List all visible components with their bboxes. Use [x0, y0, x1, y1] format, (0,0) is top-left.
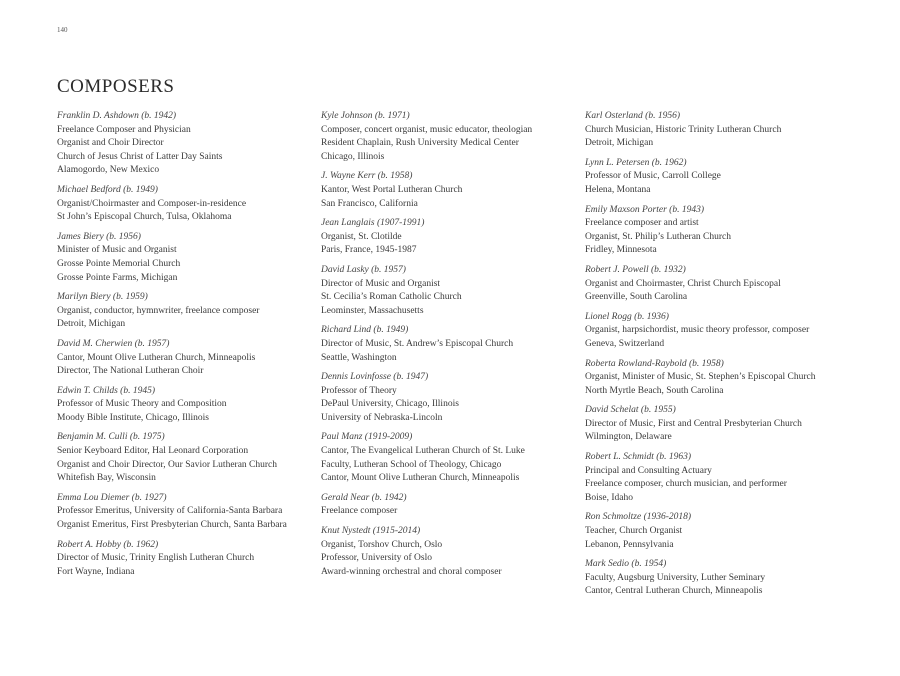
- composer-name: Ron Schmoltze (1936-2018): [585, 512, 692, 523]
- composer-name: Richard Lind (b. 1949): [321, 325, 409, 336]
- composer-detail-line: University of Nebraska-Lincoln: [321, 412, 443, 423]
- composer-detail-line: St. Cecilia’s Roman Catholic Church: [321, 292, 462, 303]
- composer-detail-line: Alamogordo, New Mexico: [57, 165, 160, 176]
- composer-entry: [321, 492, 583, 519]
- composer-detail-line: Kantor, West Portal Lutheran Church: [321, 184, 463, 195]
- composer-column-3: [585, 110, 845, 605]
- composer-detail-line: Cantor, Mount Olive Lutheran Church, Minneapolis: [321, 473, 520, 484]
- composer-entry: [57, 385, 319, 426]
- composer-entry: [585, 451, 845, 505]
- composer-detail-line: Moody Bible Institute, Chicago, Illinois: [57, 412, 209, 423]
- composer-entry: [321, 324, 583, 365]
- composer-detail-line: Lebanon, Pennsylvania: [585, 539, 674, 550]
- page-title: COMPOSERS: [57, 76, 175, 97]
- composer-entry: [321, 217, 583, 258]
- composer-detail-line: Professor of Theory: [321, 385, 397, 396]
- composer-detail-line: Organist, St. Clotilde: [321, 231, 402, 242]
- composer-entry: [585, 264, 845, 305]
- composer-detail-line: Freelance Composer and Physician: [57, 124, 191, 135]
- composer-detail-line: San Francisco, California: [321, 198, 418, 209]
- composer-entry: [585, 157, 845, 198]
- composer-column-2: [321, 110, 583, 585]
- composer-detail-line: Freelance composer, church musician, and performer: [585, 479, 787, 490]
- composer-detail-line: Organist and Choir Director, Our Savior Lutheran Church: [57, 459, 278, 470]
- composer-name: Emma Lou Diemer (b. 1927): [57, 492, 167, 503]
- composer-name: Knut Nystedt (1915-2014): [321, 526, 421, 537]
- composer-name: Mark Sedio (b. 1954): [585, 559, 667, 570]
- composer-name: Roberta Rowland-Raybold (b. 1958): [585, 358, 724, 369]
- composer-name: Franklin D. Ashdown (b. 1942): [57, 111, 177, 121]
- composer-detail-line: Senior Keyboard Editor, Hal Leonard Corporation: [57, 446, 249, 457]
- composer-entry: [585, 558, 845, 599]
- composer-detail-line: Organist, St. Philip’s Lutheran Church: [585, 231, 732, 242]
- composer-detail-line: Composer, concert organist, music educator, theologian: [321, 124, 533, 135]
- composer-name: Lynn L. Petersen (b. 1962): [585, 157, 687, 168]
- composer-name: David M. Cherwien (b. 1957): [57, 338, 170, 349]
- composer-name: J. Wayne Kerr (b. 1958): [321, 171, 413, 182]
- composer-detail-line: Professor Emeritus, University of California-Santa Barbara: [57, 506, 283, 517]
- composer-entry: [585, 511, 845, 552]
- composer-entry: [321, 371, 583, 425]
- composer-detail-line: Faculty, Lutheran School of Theology, Chicago: [321, 459, 502, 470]
- composer-detail-line: Leominster, Massachusetts: [321, 305, 424, 316]
- composer-detail-line: Church Musician, Historic Trinity Lutheran Church: [585, 124, 782, 135]
- page-number: 140: [57, 26, 68, 34]
- composer-detail-line: Freelance composer and artist: [585, 218, 699, 229]
- composer-entry: [321, 525, 583, 579]
- composer-detail-line: Director, The National Lutheran Choir: [57, 366, 204, 377]
- composer-detail-line: Detroit, Michigan: [57, 319, 126, 330]
- composer-detail-line: Minister of Music and Organist: [57, 245, 177, 256]
- composer-detail-line: Church of Jesus Christ of Latter Day Saints: [57, 151, 223, 162]
- composer-detail-line: Award-winning orchestral and choral composer: [321, 566, 502, 577]
- composer-entry: [585, 358, 845, 399]
- composer-detail-line: Organist and Choirmaster, Christ Church Episcopal: [585, 278, 781, 289]
- composer-name: Emily Maxson Porter (b. 1943): [585, 204, 704, 215]
- composer-entry: [57, 431, 319, 485]
- composer-detail-line: Paris, France, 1945-1987: [321, 245, 417, 256]
- composer-name: Karl Osterland (b. 1956): [585, 111, 680, 121]
- composer-name: Robert J. Powell (b. 1932): [585, 264, 686, 275]
- composer-detail-line: Organist, Torshov Church, Oslo: [321, 539, 443, 550]
- composer-detail-line: Cantor, Mount Olive Lutheran Church, Minneapolis: [57, 352, 256, 363]
- composer-entry: [321, 264, 583, 318]
- composer-detail-line: Grosse Pointe Farms, Michigan: [57, 272, 178, 283]
- composer-detail-line: Seattle, Washington: [321, 352, 397, 363]
- composer-name: Kyle Johnson (b. 1971): [321, 111, 410, 121]
- composer-detail-line: Organist/Choirmaster and Composer-in-residence: [57, 198, 247, 209]
- composer-entry: [57, 184, 319, 225]
- composer-entry: [321, 170, 583, 211]
- composer-detail-line: DePaul University, Chicago, Illinois: [321, 399, 459, 410]
- composer-detail-line: Principal and Consulting Actuary: [585, 465, 712, 476]
- composer-name: Michael Bedford (b. 1949): [57, 184, 158, 195]
- composer-detail-line: Freelance composer: [321, 506, 398, 517]
- composer-detail-line: Organist, harpsichordist, music theory professor, composer: [585, 325, 810, 336]
- composer-detail-line: Director of Music, Trinity English Lutheran Church: [57, 553, 255, 564]
- composer-detail-line: Director of Music, First and Central Presbyterian Church: [585, 418, 802, 429]
- composer-detail-line: Faculty, Augsburg University, Luther Seminary: [585, 572, 766, 583]
- composer-detail-line: Organist Emeritus, First Presbyterian Church, Santa Barbara: [57, 520, 287, 531]
- composer-name: Lionel Rogg (b. 1936): [585, 311, 669, 322]
- composer-detail-line: Geneva, Switzerland: [585, 338, 665, 349]
- composer-name: Paul Manz (1919-2009): [321, 432, 413, 443]
- composer-entry: [585, 311, 845, 352]
- composer-name: Benjamin M. Culli (b. 1975): [57, 432, 165, 443]
- composer-entry: [585, 110, 845, 151]
- composer-detail-line: Professor, University of Oslo: [321, 553, 432, 564]
- composer-detail-line: Greenville, South Carolina: [585, 292, 688, 303]
- composer-detail-line: Fridley, Minnesota: [585, 245, 657, 256]
- composer-name: Robert A. Hobby (b. 1962): [57, 539, 159, 550]
- composer-detail-line: Helena, Montana: [585, 184, 651, 195]
- composer-detail-line: Detroit, Michigan: [585, 138, 654, 149]
- composer-detail-line: Resident Chaplain, Rush University Medical Center: [321, 138, 519, 149]
- composer-detail-line: Cantor, The Evangelical Lutheran Church of St. Luke: [321, 446, 525, 457]
- composer-detail-line: Organist, conductor, hymnwriter, freelance composer: [57, 305, 260, 316]
- composer-entry: [57, 291, 319, 332]
- composer-detail-line: Teacher, Church Organist: [585, 526, 683, 537]
- composer-name: Edwin T. Childs (b. 1945): [57, 385, 155, 396]
- composer-entry: [57, 110, 319, 178]
- composer-name: Gerald Near (b. 1942): [321, 492, 407, 503]
- composer-detail-line: St John’s Episcopal Church, Tulsa, Oklahoma: [57, 212, 232, 223]
- composer-detail-line: Whitefish Bay, Wisconsin: [57, 473, 156, 484]
- composer-entry: [57, 338, 319, 379]
- composer-name: Robert L. Schmidt (b. 1963): [585, 452, 692, 463]
- composer-detail-line: Director of Music and Organist: [321, 278, 441, 289]
- composer-detail-line: Chicago, Illinois: [321, 151, 385, 162]
- composer-detail-line: Professor of Music Theory and Composition: [57, 399, 227, 410]
- composer-detail-line: Director of Music, St. Andrew’s Episcopal Church: [321, 338, 514, 349]
- composer-detail-line: Professor of Music, Carroll College: [585, 171, 721, 182]
- composer-entry: [321, 110, 583, 164]
- composer-name: Jean Langlais (1907-1991): [321, 218, 425, 229]
- composer-entry: [57, 231, 319, 285]
- composer-entry: [585, 404, 845, 445]
- composer-entry: [57, 539, 319, 580]
- composer-entry: [57, 492, 319, 533]
- composer-detail-line: Organist, Minister of Music, St. Stephen’s Episcopal Church: [585, 372, 816, 383]
- composer-entry: [321, 431, 583, 485]
- composer-detail-line: Grosse Pointe Memorial Church: [57, 258, 181, 269]
- composer-detail-line: North Myrtle Beach, South Carolina: [585, 385, 724, 396]
- composer-name: Dennis Lovinfosse (b. 1947): [321, 372, 429, 383]
- composer-detail-line: Boise, Idaho: [585, 492, 634, 503]
- composer-column-1: [57, 110, 319, 585]
- composer-name: James Biery (b. 1956): [57, 231, 141, 242]
- composer-detail-line: Cantor, Central Lutheran Church, Minneapolis: [585, 586, 763, 597]
- composer-entry: [585, 204, 845, 258]
- composer-detail-line: Fort Wayne, Indiana: [57, 566, 135, 577]
- composer-name: David Schelat (b. 1955): [585, 405, 676, 416]
- composer-name: David Lasky (b. 1957): [321, 264, 406, 275]
- composer-name: Marilyn Biery (b. 1959): [57, 292, 148, 303]
- composer-detail-line: Organist and Choir Director: [57, 138, 164, 149]
- composer-detail-line: Wilmington, Delaware: [585, 432, 672, 443]
